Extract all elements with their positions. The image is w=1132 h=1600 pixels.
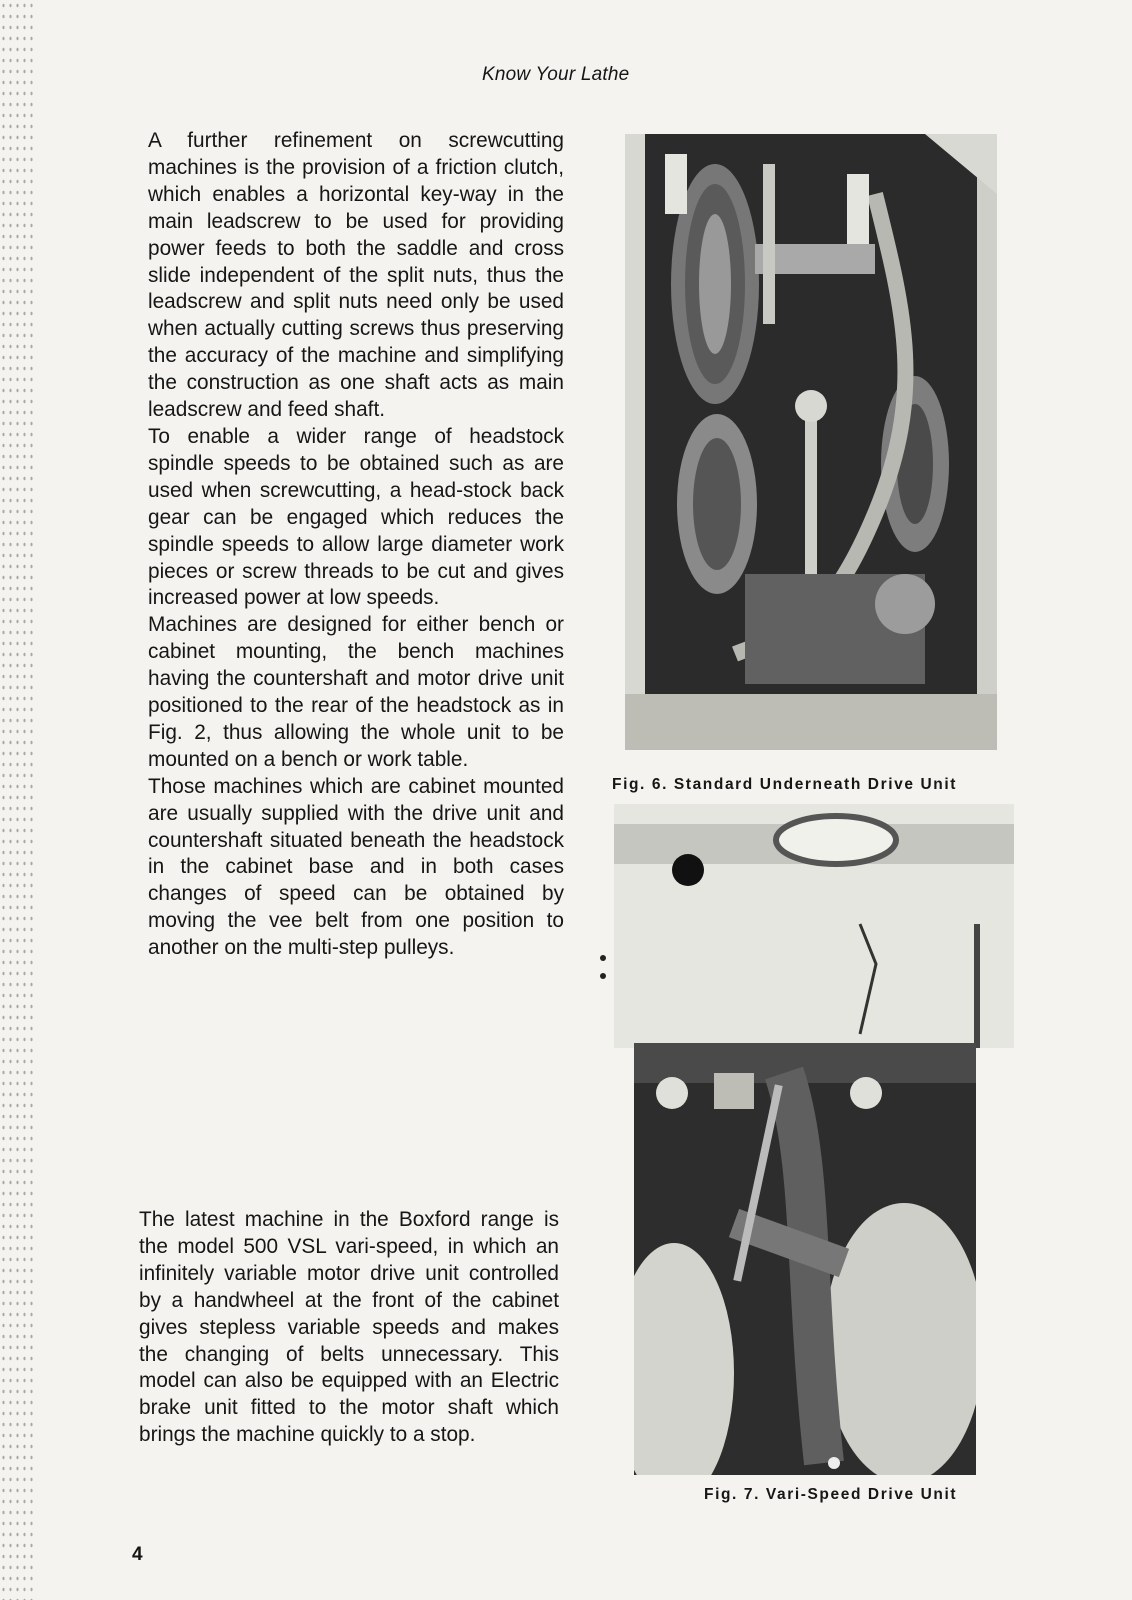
page-number: 4 [132,1544,143,1565]
paragraph-back-gear: To enable a wider range of headstock spindle speeds to be obtained such as are used when screwcutting, a head-stock back gear can be engaged which reduces the spindle speeds to allow large diameter work pieces or screw threads to be cut and gives increased power at low speeds. [148,424,564,610]
figure-7-caption: Fig. 7. Vari-Speed Drive Unit [704,1486,958,1503]
figure-6-caption: Fig. 6. Standard Underneath Drive Unit [612,776,958,793]
paragraph-friction-clutch: A further refinement on screwcutting machines is the provision of a friction clutch, which enables a horizontal key-way in the main leadscrew to be used for providing power feeds to both the saddle and cross slide independent of the split nuts, thus the leadscrew and split nuts need only be used when actually cutting screws thus preserving the accuracy of the machine and simplifying the construction as one shaft acts as main leadscrew and feed shaft. [148,129,564,422]
underneath-drive-photo [625,134,997,750]
scan-dot [600,973,606,979]
paragraph-cabinet-mounted: Those machines which are cabinet mounted are usually supplied with the drive unit and countershaft situated beneath the headstock in the cabinet base and in both cases changes of speed can be obtained by moving the vee belt from one position to another on the multi-step pulleys. [148,774,564,960]
body-text-column-lower [139,1207,559,1449]
running-header: Know Your Lathe [482,64,630,85]
scan-dot [600,955,606,961]
paragraph-vari-speed: The latest machine in the Boxford range is the model 500 VSL vari-speed, in which an infinitely variable motor drive unit controlled by a handwheel at the front of the cabinet gives stepless variable speeds and makes the changing of belts unnecessary. This model can also be equipped with an Electric brake unit fitted to the motor shaft which brings the machine quickly to a stop. [139,1208,559,1447]
body-text-column [148,128,564,962]
scan-edge-noise [0,0,34,1600]
figure-7-photo [634,1043,976,1475]
figure-6-photo [625,134,997,750]
cabinet-exterior-photo [614,804,1014,1048]
vari-speed-drive-photo [634,1043,976,1475]
figure-7-cabinet-photo [614,804,1014,1048]
paragraph-mounting: Machines are designed for either bench or cabinet mounting, the bench machines having the countershaft and motor drive unit positioned to the rear of the headstock as in Fig. 2, thus allowing the whole unit to be mounted on a bench or work table. [148,613,564,771]
